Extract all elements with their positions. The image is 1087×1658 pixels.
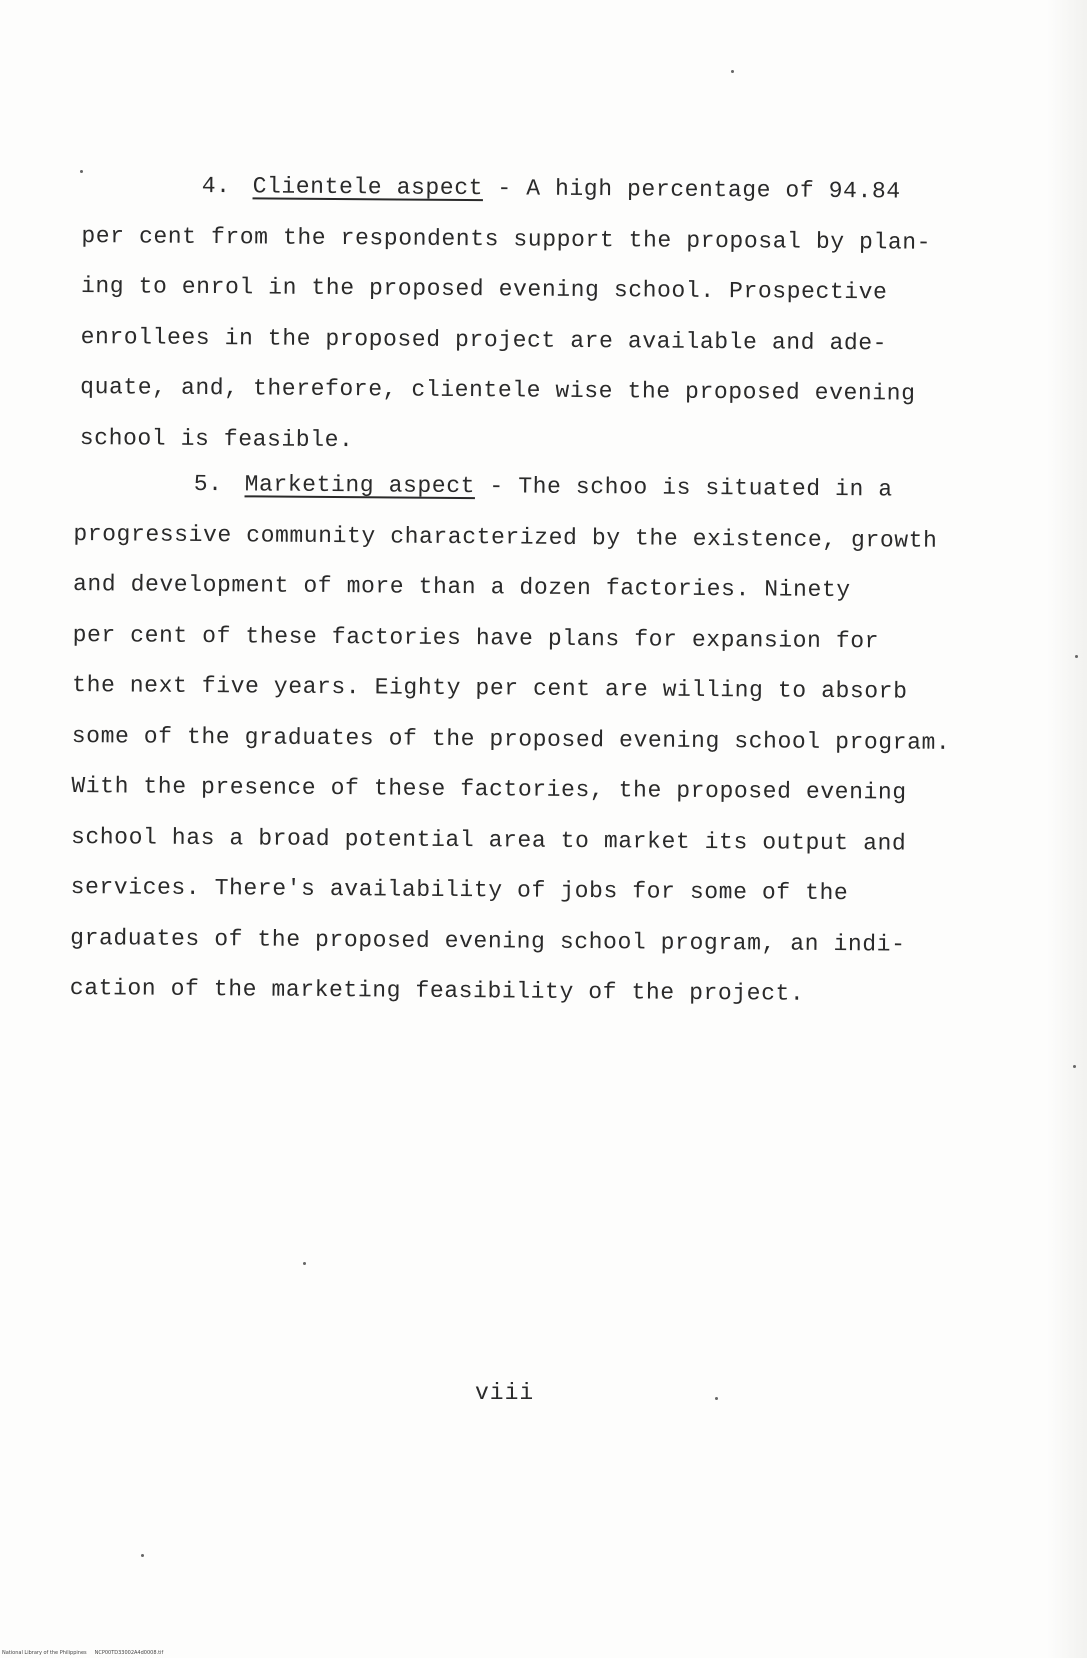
text-line: ing to enrol in the proposed evening school. Prospective xyxy=(80,272,888,306)
text-line: per cent of these factories have plans for expansion for xyxy=(72,621,880,654)
section-marketing-aspect xyxy=(70,458,1014,1021)
scan-footer: National Library of the Philippines NCP00TD33002A4d0008.tif xyxy=(2,1650,164,1656)
section-heading: Clientele aspect xyxy=(252,173,484,202)
scan-shadow xyxy=(1047,0,1087,1658)
scan-speck xyxy=(80,170,83,173)
section-lead-in: - The schoo is situated in a xyxy=(474,473,893,503)
section-first-line xyxy=(82,160,1022,218)
text-line: school is feasible. xyxy=(79,424,354,453)
text-line: school has a broad potential area to market its output and xyxy=(70,823,907,857)
scan-speck xyxy=(731,70,734,73)
text-line: quate, and, therefore, clientele wise the proposed evening xyxy=(80,373,916,407)
text-line: With the presence of these factories, the proposed evening xyxy=(71,772,907,806)
text-line: progressive community characterized by the existence, growth xyxy=(73,520,938,554)
text-line: services. There's availability of jobs for some of the xyxy=(70,873,849,907)
text-line: enrollees in the proposed project are available and ade- xyxy=(80,323,888,356)
section-heading: Marketing aspect xyxy=(244,471,476,500)
text-line: and development of more than a dozen factories. Ninety xyxy=(72,570,851,604)
section-clientele-aspect xyxy=(80,160,1022,470)
scan-speck xyxy=(715,1397,718,1400)
scan-speck xyxy=(303,1262,306,1265)
text-line: per cent from the respondents support the proposal by plan- xyxy=(81,222,932,256)
section-number: 5. xyxy=(193,470,223,498)
scan-speck xyxy=(1073,1065,1076,1068)
section-first-line xyxy=(74,458,1014,516)
section-number: 4. xyxy=(201,172,231,200)
text-line: graduates of the proposed evening school program, an indi- xyxy=(70,924,906,958)
text-line: cation of the marketing feasibility of the project. xyxy=(69,974,805,1007)
text-line: the next five years. Eighty per cent are willing to absorb xyxy=(72,671,908,705)
section-lead-in: - A high percentage of 94.84 xyxy=(482,175,901,205)
scan-speck xyxy=(141,1554,144,1557)
page-number: viii xyxy=(475,1380,535,1406)
scan-speck xyxy=(1075,655,1078,658)
text-line: some of the graduates of the proposed evening school program. xyxy=(71,722,951,756)
